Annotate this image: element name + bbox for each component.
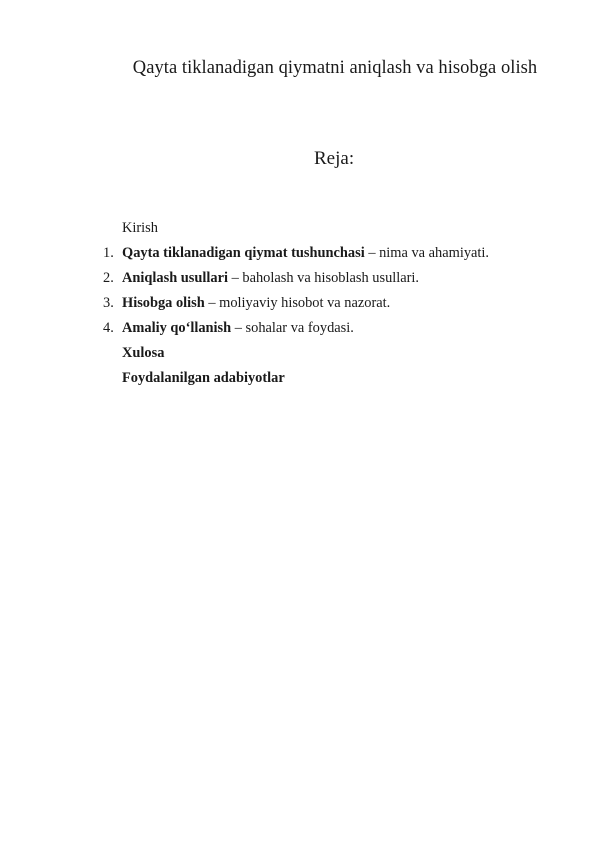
toc-item-description: – moliyaviy hisobot va nazorat. [204,295,391,311]
toc-references [0,368,596,388]
toc-item-number: 1. [103,245,114,261]
document-title: Qayta tiklanadigan qiymatni aniqlash va hisobga olish [132,58,538,78]
toc-item-text [122,293,390,313]
toc-item-text [122,268,419,288]
toc-item-term: Qayta tiklanadigan qiymat tushunchasi [122,245,365,261]
toc-intro-text: Kirish [122,220,158,236]
toc-conclusion [0,343,596,363]
toc-conclusion-text: Xulosa [122,345,165,361]
toc-item-term: Amaliy qo‘llanish [122,320,232,336]
toc-item-3 [0,293,596,313]
plan-heading-text: Reja: [314,148,355,169]
toc-item-number: 2. [103,270,114,286]
toc-item-description: – nima va ahamiyati. [364,245,489,261]
toc-item-text [122,243,489,263]
toc-item-description: – sohalar va foydasi. [231,320,354,336]
toc-item-text [122,318,354,338]
toc-intro [0,218,596,238]
toc-item-term: Hisobga olish [122,295,205,311]
toc-item-description: – baholash va hisoblash usullari. [227,270,420,286]
toc-item-4 [0,318,596,338]
toc-item-term: Aniqlash usullari [122,270,228,286]
toc-references-text: Foydalanilgan adabiyotlar [122,370,285,386]
toc-item-number: 3. [103,295,114,311]
toc-item-2 [0,268,596,288]
toc-item-1 [0,243,596,263]
toc-item-number: 4. [103,320,114,336]
